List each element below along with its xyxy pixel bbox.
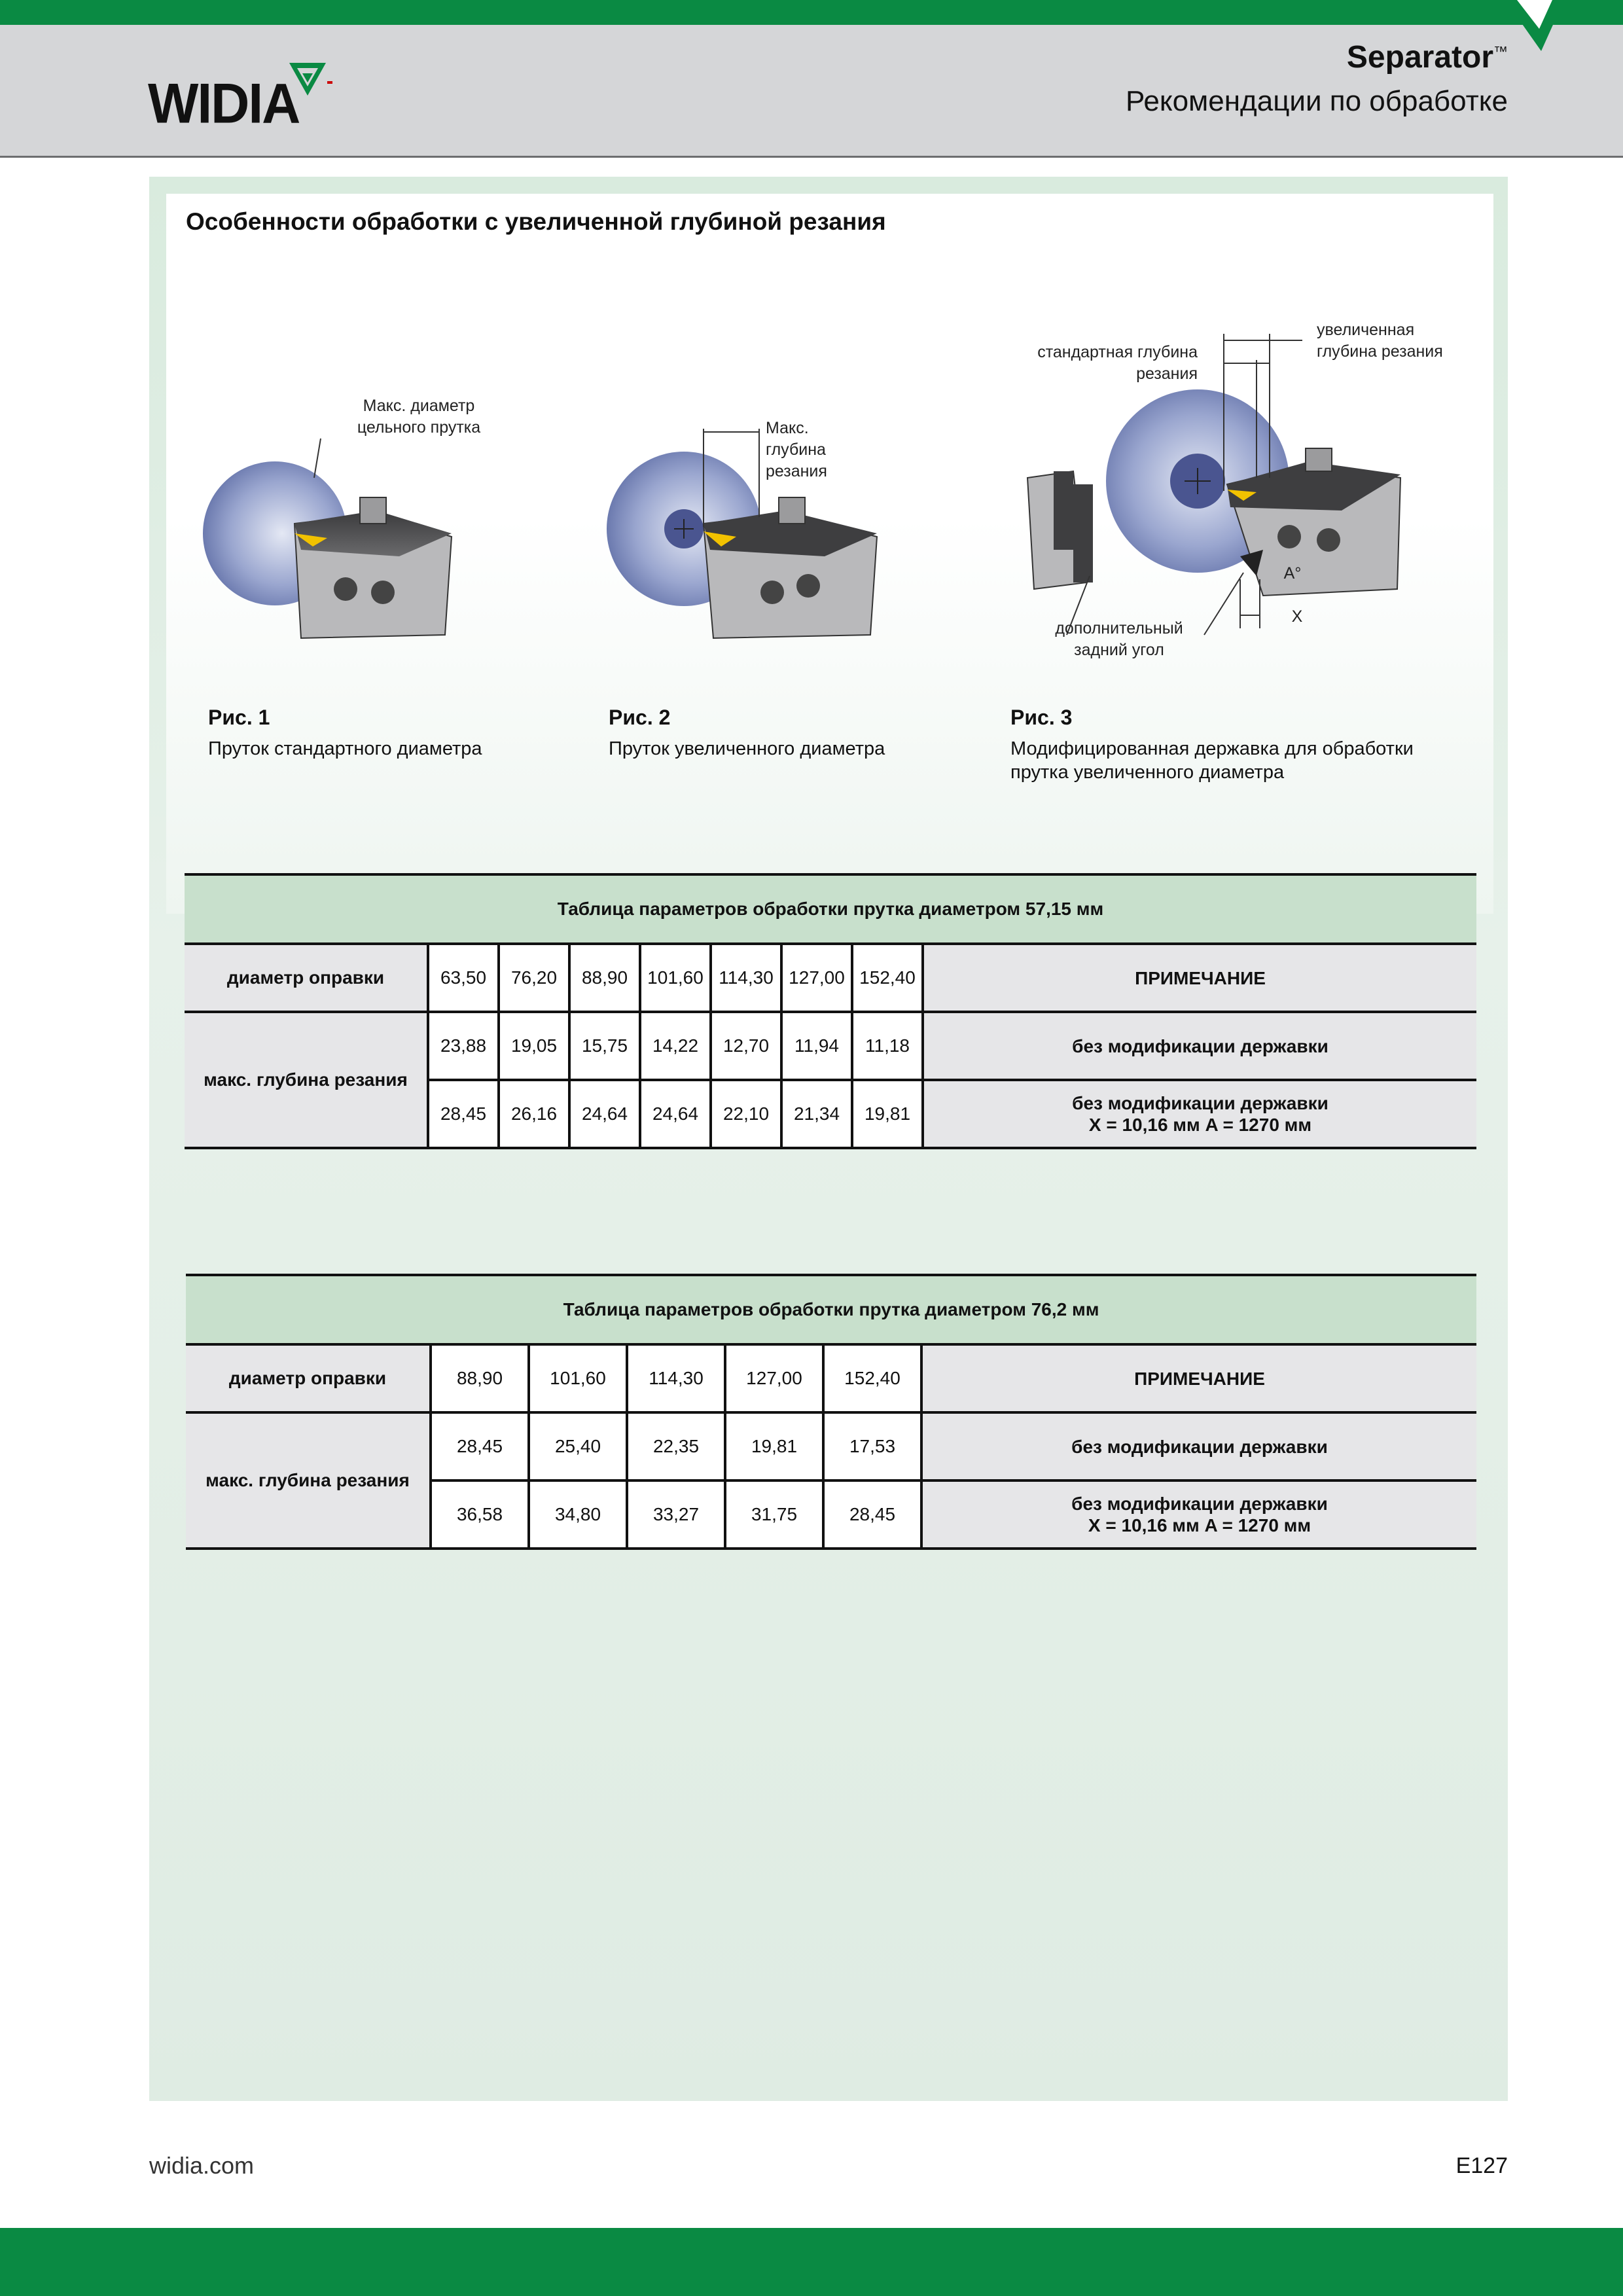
table-cell: 23,88 — [428, 1012, 499, 1080]
table-cell: 19,81 — [852, 1080, 923, 1148]
table-cell: 26,16 — [499, 1080, 569, 1148]
header-subtitle: Рекомендации по обработке — [1125, 85, 1508, 117]
table-cell: 152,40 — [852, 944, 923, 1012]
table-cell: 34,80 — [529, 1480, 627, 1549]
table-caption: Таблица параметров обработки прутка диаметром 76,2 мм — [186, 1275, 1476, 1344]
table-cell: 31,75 — [725, 1480, 823, 1549]
table-row — [186, 1412, 1476, 1480]
figure-3-annotation-clearance: дополнительный задний угол — [1055, 619, 1183, 659]
table-cell: 101,60 — [640, 944, 711, 1012]
row-header-depth: макс. глубина резания — [185, 1012, 428, 1148]
figure-3-annotation-increased: увеличенная глубина резания — [1317, 321, 1443, 361]
widia-logo: WIDIA — [148, 72, 300, 135]
table-caption: Таблица параметров обработки прутка диаметром 57,15 мм — [185, 874, 1476, 944]
table-cell: 76,20 — [499, 944, 569, 1012]
table-cell: 152,40 — [823, 1344, 921, 1412]
table-cell: 19,05 — [499, 1012, 569, 1080]
note-modified: без модификации державки X = 10,16 мм A = 1270 мм — [923, 1080, 1476, 1148]
note-header: ПРИМЕЧАНИЕ — [923, 944, 1476, 1012]
table-cell: 28,45 — [428, 1080, 499, 1148]
table-cell: 11,94 — [781, 1012, 852, 1080]
table-cell: 19,81 — [725, 1412, 823, 1480]
figure-3-annotation-standard: стандартная глубина резания — [1037, 343, 1198, 383]
row-header-diameter: диаметр оправки — [185, 944, 428, 1012]
table-cell: 15,75 — [569, 1012, 640, 1080]
figure-3-caption: Модифицированная державка для обработки прутка увеличенного диаметра — [1010, 738, 1414, 783]
page-number: E127 — [1455, 2153, 1508, 2178]
table-76-mm — [186, 1274, 1476, 1550]
row-header-diameter: диаметр оправки — [186, 1344, 431, 1412]
note-modified: без модификации державки X = 10,16 мм A = 1270 мм — [921, 1480, 1476, 1549]
footer-website-link[interactable]: widia.com — [149, 2152, 255, 2179]
table-cell: 17,53 — [823, 1412, 921, 1480]
product-title: Separator™ — [1346, 40, 1508, 75]
table-cell: 14,22 — [640, 1012, 711, 1080]
table-cell: 11,18 — [852, 1012, 923, 1080]
note-standard: без модификации державки — [923, 1012, 1476, 1080]
table-cell: 88,90 — [569, 944, 640, 1012]
section-title: Особенности обработки с увеличенной глубиной резания — [186, 208, 886, 235]
table-row — [185, 1012, 1476, 1080]
table-cell: 127,00 — [781, 944, 852, 1012]
row-header-depth: макс. глубина резания — [186, 1412, 431, 1549]
figure-1-caption: Пруток стандартного диаметра — [208, 738, 482, 759]
table-cell: 25,40 — [529, 1412, 627, 1480]
figure-3-angle-label: A° — [1283, 564, 1302, 583]
widia-logo-mark — [288, 62, 340, 107]
table-cell: 36,58 — [431, 1480, 529, 1549]
table-cell: 28,45 — [431, 1412, 529, 1480]
table-cell: 28,45 — [823, 1480, 921, 1549]
top-brand-bar — [0, 0, 1623, 25]
table-cell: 22,35 — [627, 1412, 725, 1480]
table-cell: 101,60 — [529, 1344, 627, 1412]
figure-2-caption: Пруток увеличенного диаметра — [609, 738, 885, 759]
figure-2-annotation: Макс. глубина резания — [766, 419, 827, 480]
table-cell: 88,90 — [431, 1344, 529, 1412]
table-57-mm — [185, 873, 1476, 1149]
note-standard: без модификации державки — [921, 1412, 1476, 1480]
figure-1-label: Рис. 1 — [208, 706, 270, 729]
table-cell: 33,27 — [627, 1480, 725, 1549]
table-row — [185, 944, 1476, 1012]
table-cell: 21,34 — [781, 1080, 852, 1148]
bottom-brand-bar — [0, 2228, 1623, 2296]
figure-1-annotation: Макс. диаметр цельного прутка — [357, 397, 481, 437]
table-cell: 24,64 — [640, 1080, 711, 1148]
table-cell: 114,30 — [627, 1344, 725, 1412]
table-cell: 63,50 — [428, 944, 499, 1012]
table-cell: 22,10 — [711, 1080, 781, 1148]
figure-2-label: Рис. 2 — [609, 706, 671, 729]
table-cell: 127,00 — [725, 1344, 823, 1412]
table-row — [186, 1344, 1476, 1412]
note-header: ПРИМЕЧАНИЕ — [921, 1344, 1476, 1412]
table-cell: 24,64 — [569, 1080, 640, 1148]
table-cell: 114,30 — [711, 944, 781, 1012]
figure-3-label: Рис. 3 — [1010, 706, 1073, 729]
header-corner-notch — [1505, 0, 1571, 52]
figure-3-x-label: X — [1291, 607, 1303, 626]
table-cell: 12,70 — [711, 1012, 781, 1080]
